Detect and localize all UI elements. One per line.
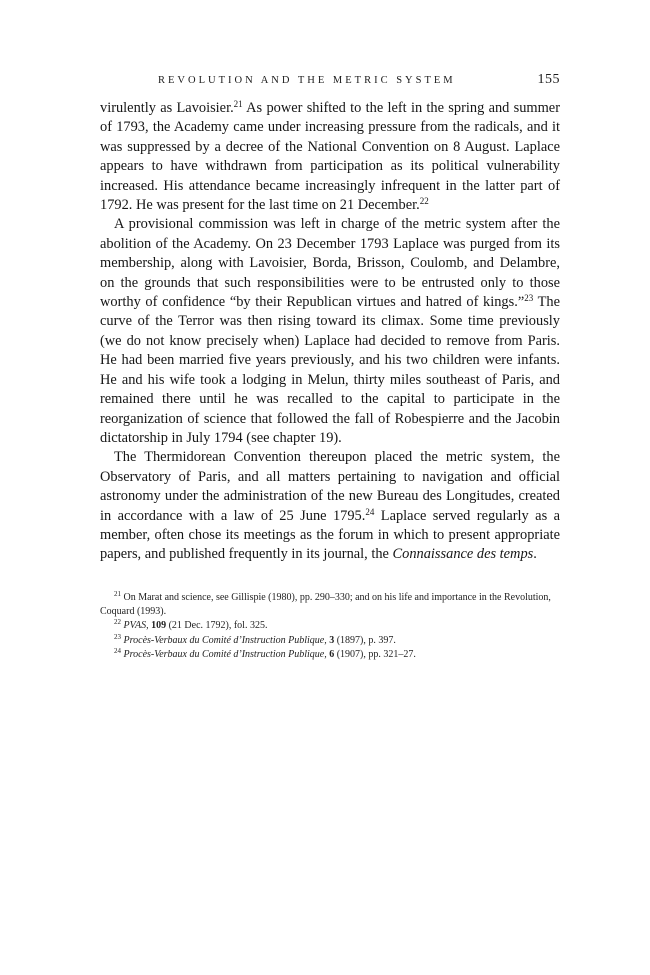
running-head: REVOLUTION AND THE METRIC SYSTEM xyxy=(158,75,456,86)
journal-title: Connaissance des temps xyxy=(392,546,534,563)
paragraph-2 xyxy=(100,215,560,448)
footnote-text: (1897), p. 397. xyxy=(334,634,396,646)
footnote-ref-21: 21 xyxy=(233,99,243,109)
footnote-source: PVAS, xyxy=(123,620,149,631)
paragraph-1-text-b: As power shifted to the left in the spring and summer of 1793, the Academy came under increasing pressure from the radicals, and it was suppressed by a decree of the National Convention on 8 August. Laplace appears to have withdrawn from participation as its political vulnerability increased. His attendance became increasingly infrequent in the latter part of 1792. He was present for the last time on 21 December. xyxy=(100,100,560,214)
body-text xyxy=(100,99,560,565)
footnote-volume: 109 xyxy=(151,620,167,631)
footnotes xyxy=(100,591,560,663)
footnote-number: 21 xyxy=(114,590,121,598)
footnote-number: 22 xyxy=(114,618,121,626)
footnote-text: (1907), pp. 321–27. xyxy=(334,649,416,660)
footnote-24 xyxy=(100,648,560,662)
footnote-21 xyxy=(100,591,560,618)
paragraph-3-text-a: The Thermidorean Convention thereupon placed the metric system, the Observatory of Paris, and all matters pertaining to navigation and official astronomy under the administration of the new Bureau des Longitudes, created in accordance with a law of 25 June 1795. xyxy=(100,449,560,524)
paragraph-2-text-a: A provisional commission was left in charge of the metric system after the abolition of the Academy. On 23 December 1793 Laplace was purged from its membership, along with Lavoisier, Borda, Brisson, Coulomb, and Delambre, on the grounds that such responsibilities were to be entrusted only to those worthy of confidence “by their Republican virtues and hatred of kings.” xyxy=(100,216,560,311)
footnote-source: Procès-Verbaux du Comité d’Instruction Publique, xyxy=(123,634,327,646)
footnote-ref-22: 22 xyxy=(419,196,429,207)
footnote-22 xyxy=(100,619,560,633)
paragraph-3-text-b: Laplace served regularly as a member, often chose its meetings as the forum in which to present appropriate papers, and published frequently in its journal, the xyxy=(100,507,560,563)
paragraph-3 xyxy=(100,448,560,564)
footnote-number: 24 xyxy=(114,647,121,655)
paragraph-1 xyxy=(100,99,560,215)
footnote-ref-24: 24 xyxy=(365,506,375,517)
footnote-text: (21 Dec. 1792), fol. 325. xyxy=(166,620,268,631)
footnote-number: 23 xyxy=(114,632,121,641)
paragraph-2-text-b: The curve of the Terror was then rising toward its climax. Some time previously (we do not know precisely when) Laplace had decided to remove from Paris. He had been married five years previously, and his two children were infants. He and his wife took a lodging in Melun, thirty miles southeast of Paris, and remained there until he was recalled to the capital to participate in the reorganization of science that followed the fall of Robespierre and the Jacobin dictatorship in July 1794 (see chapter 19). xyxy=(100,294,560,446)
footnote-volume: 3 xyxy=(329,634,335,646)
paragraph-3-text-c: . xyxy=(533,546,537,563)
paragraph-1-text-a: virulently as Lavoisier. xyxy=(100,100,234,116)
footnote-ref-23: 23 xyxy=(524,293,534,304)
footnote-source: Procès-Verbaux du Comité d’Instruction Publique, xyxy=(123,649,327,660)
footnote-text: On Marat and science, see Gillispie (1980), pp. 290–330; and on his life and importance in the Revolution, Coquard (1993). xyxy=(100,592,551,617)
footnote-23 xyxy=(100,634,560,648)
footnote-volume: 6 xyxy=(329,649,335,660)
page-header xyxy=(100,74,560,92)
page-number: 155 xyxy=(537,72,560,87)
